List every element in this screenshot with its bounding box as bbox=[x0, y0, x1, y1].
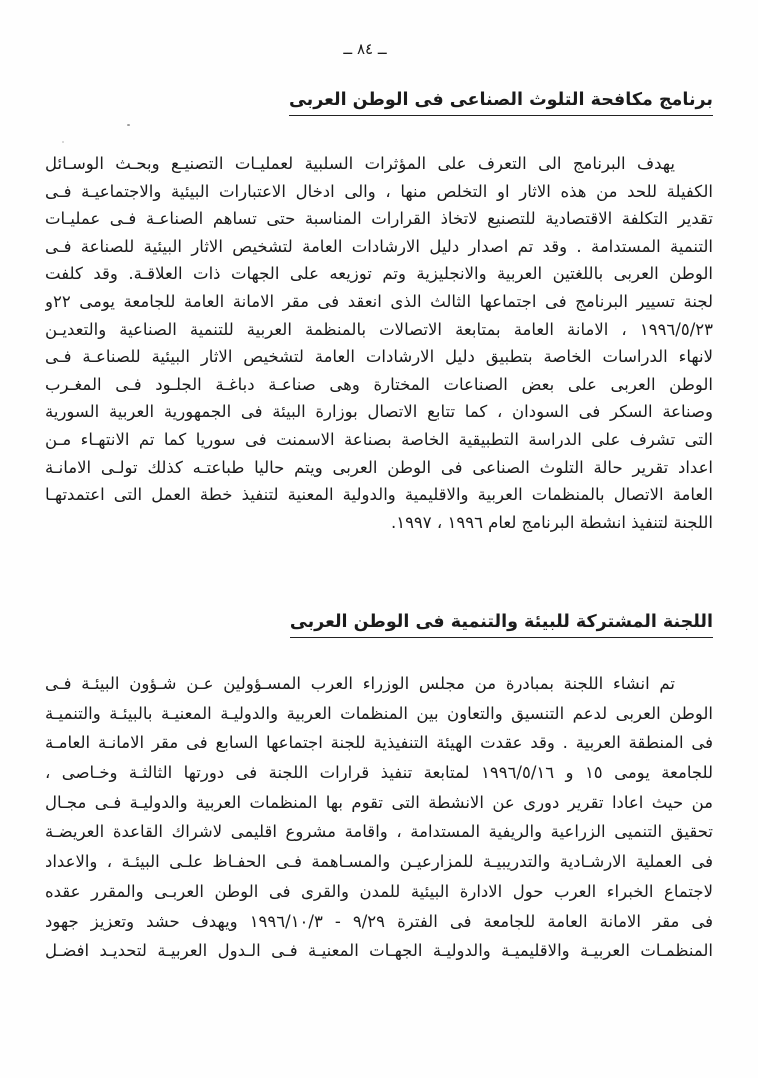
paragraph-line: التنمية المستدامة . وقد تم اصدار دليل الارشادات العامة لتشخيص الاثار البيئية للصناعة فـى bbox=[45, 236, 713, 256]
paragraph-line: يهدف البرنامج الى التعرف على المؤثرات السلبية لعمليـات التصنيـع وبحـث الوسـائل bbox=[45, 154, 675, 173]
paragraph-line: ١٩٩٦/٥/٢٣ ، الامانة العامة بمتابعة الاتصالات بالمنظمة العربية للتنمية الصناعية والتعديـن bbox=[45, 319, 713, 339]
paragraph-line: لجنة تسيير البرنامج فى اجتماعها الثالث الذى انعقد فى مقر الامانة العامة للجامعة يومى ٢٢و bbox=[45, 291, 713, 311]
section-heading-text: اللجنة المشتركة للبيئة والتنمية فى الوطن العربى bbox=[290, 612, 713, 638]
paragraph-line: التى تشرف على الدراسة التطبيقية الخاصة بصناعة الاسمنت فى سوريا كما تم الانتهـاء مـن bbox=[45, 429, 713, 449]
paragraph-line: اعداد تقرير حالة التلوث الصناعى فى الوطن العربى ويتم حاليا طباعتـه كذلك تولـى الامانـة bbox=[45, 457, 713, 477]
paragraph-line: لاجتماع الخبراء العرب حول الادارة البيئية للمدن والقرى فى الوطن العربـى والمقرر عقده bbox=[45, 881, 713, 901]
paragraph-line: تقدير التكلفة الاقتصادية للتصنيع لاتخاذ القرارات المناسبة حتى تساهم الصناعـة فـى عمليـات bbox=[45, 209, 713, 229]
paragraph-line: من حيث اعادا تقرير دورى عن الانشطة التى تقوم بها المنظمات العربية والدوليـة فـى مجـال bbox=[45, 792, 713, 812]
paragraph-line: المنظمـات العربيـة والاقليميـة والدوليـة الجهـات المعنيـة فـى الـدول العربيـة لتحديـد افضـل bbox=[45, 941, 713, 961]
paragraph-line: الوطن العربى على بعض الصناعات المختارة وهى صناعـة دباغـة الجلـود فـى المغـرب bbox=[45, 374, 713, 394]
paragraph-line: اللجنة لتنفيذ انشطة البرنامج لعام ١٩٩٦ ، ١٩٩٧. bbox=[390, 512, 713, 532]
section-heading-industrial-pollution-program bbox=[289, 90, 713, 116]
section-heading-joint-environment-committee bbox=[290, 612, 713, 638]
paragraph-line: الوطن العربى لدعم التنسيق والتعاون بين المنظمات العربية والدوليـة المعنيـة بالبيئـة والتنميـة bbox=[45, 703, 713, 723]
paragraph-joint-environment-committee bbox=[45, 669, 713, 966]
paragraph-line: فى العملية الارشـادية والتدريبيـة للمزارعيـن والمسـاهمة فـى الحفـاظ علـى البيئـة ، والاعداد bbox=[45, 852, 713, 872]
paragraph-line: لانهاء الدراسات الخاصة بتطبيق دليل الارشادات العامة لتشخيص الاثار البيئية للصناعـة فـى bbox=[45, 347, 713, 367]
scan-speck bbox=[127, 124, 130, 126]
scan-speck bbox=[62, 141, 64, 143]
paragraph-line: تم انشاء اللجنة بمبادرة من مجلس الوزراء العرب المسـؤولين عـن شـؤون البيئـة فـى bbox=[45, 674, 675, 693]
paragraph-line: فى مقر الامانة العامة للجامعة فى الفترة ٩/٢٩ - ١٩٩٦/١٠/٣ ويهدف حشد وتعزيز جهود bbox=[45, 911, 713, 931]
paragraph-line: فى المنطقة العربية . وقد عقدت الهيئة التنفيذية للجنة اجتماعها السابع فى مقر الامانـة العامـة bbox=[45, 733, 713, 753]
page-number: ــ ٨٤ ــ bbox=[343, 40, 387, 58]
paragraph-line: وصناعة السكر فى السودان ، كما تتابع الاتصال بوزارة البيئة فى الجمهورية العربية السورية bbox=[45, 402, 713, 422]
paragraph-line: الوطن العربى باللغتين العربية والانجليزية وتم توزيعه على الجهات ذات العلاقـة. وقد كلفت bbox=[45, 264, 713, 284]
paragraph-line: للجامعة يومى ١٥ و ١٩٩٦/٥/١٦ لمتابعة تنفيذ قرارات اللجنة فى دورتها الثالثـة وخـاصى ، bbox=[45, 763, 713, 783]
paragraph-line: العامة الاتصال بالمنظمات العربية والاقليمية والدولية المعنية لتنفيذ خطة العمل التى اعتمدتهـا bbox=[45, 485, 713, 505]
paragraph-line: تحقيق التنميى الزراعية والريفية المستدامة ، واقامة مشروع اقليمى لاشراك القاعدة العريضـة bbox=[45, 822, 713, 842]
paragraph-industrial-pollution-program bbox=[45, 150, 713, 536]
section-heading-text: برنامج مكافحة التلوث الصناعى فى الوطن العربى bbox=[289, 90, 713, 116]
paragraph-line: الكفيلة للحد من هذه الاثار او التخلص منها ، والى ادخال الاعتبارات البيئية والاجتماعيـة فـى bbox=[45, 181, 713, 201]
